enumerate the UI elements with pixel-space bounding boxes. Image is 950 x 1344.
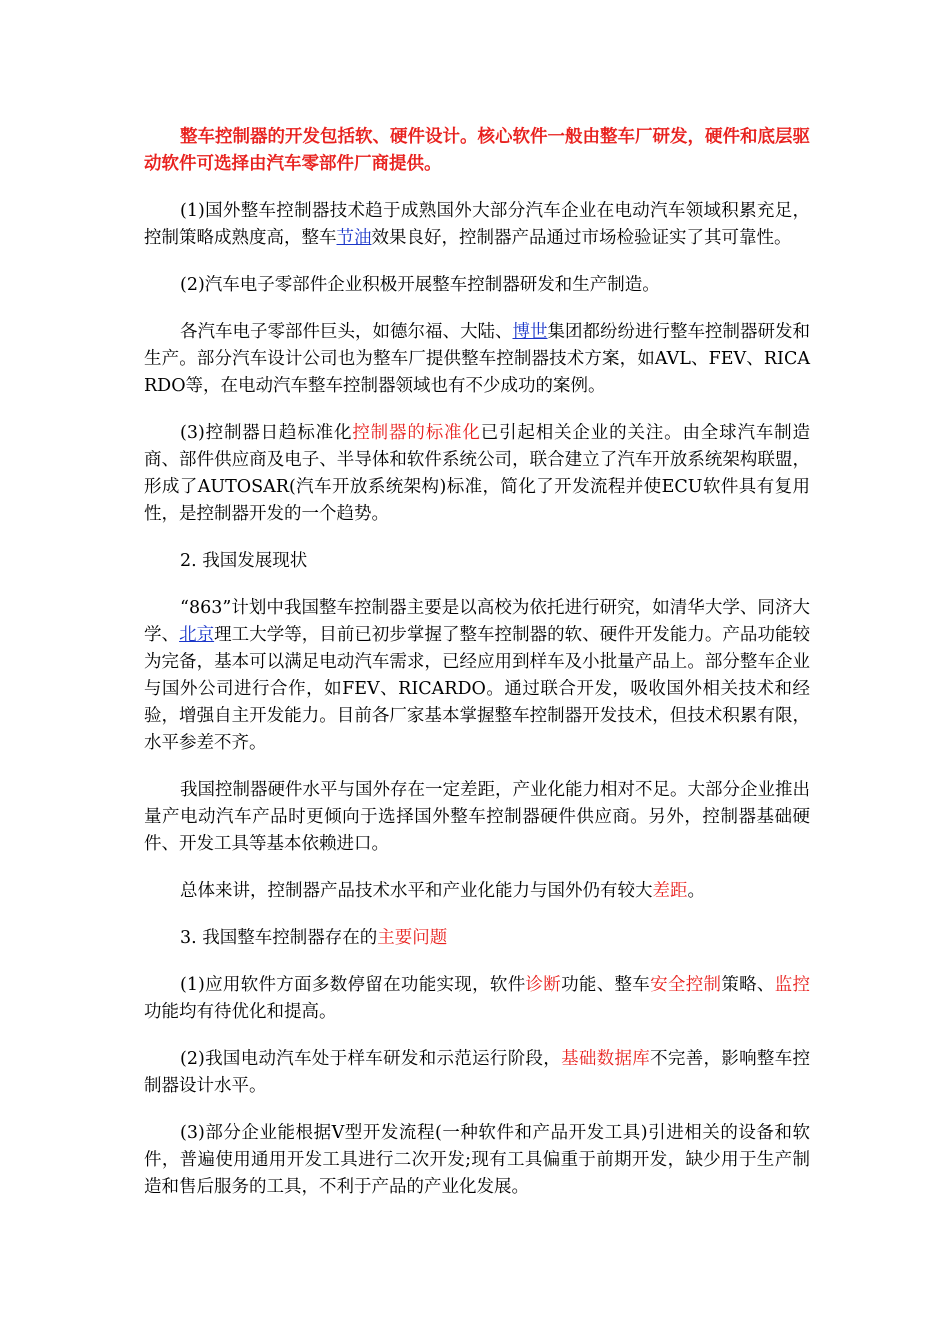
paragraph-text: 集团都纷纷进行整车控制器研发和生产。部分汽车设计公司也为整车厂提供整车控制器技术方案，如AVL、FEV、RICARDO等，在电动汽车整车控制器领域也有不少成功的案例。 xyxy=(144,322,810,396)
heading-text: 3. 我国整车控制器存在的 xyxy=(180,928,378,948)
intro-text: 整车控制器的开发包括软、硬件设计。核心软件一般由整车厂研发，硬件和底层驱动软件可选择由汽车零部件厂商提供。 xyxy=(144,127,810,174)
paragraph-text: 不完善，影响整车控制器设计水平。 xyxy=(144,1049,811,1096)
paragraph-text: (3)部分企业能根据V型开发流程(一种软件和产品开发工具)引进相关的设备和软件，普遍使用通用开发工具进行二次开发;现有工具偏重于前期开发，缺少用于生产制造和售后服务的工具，不利于产品的产业化发展。 xyxy=(144,1123,810,1197)
paragraph-text: (2)汽车电子零部件企业积极开展整车控制器研发和生产制造。 xyxy=(180,275,660,295)
paragraph-863-plan xyxy=(144,595,810,757)
paragraph-text: (1)国外整车控制器技术趋于成熟国外大部分汽车企业在电动汽车领域积累充足，控制策略成熟度高，整车 xyxy=(144,201,810,248)
section-heading-2 xyxy=(144,548,810,575)
emphasis-database: 基础数据库 xyxy=(561,1049,651,1069)
emphasis-monitoring: 监控 xyxy=(774,975,811,995)
paragraph-hardware-gap xyxy=(144,777,810,858)
emphasis-safety-control: 安全控制 xyxy=(650,975,722,995)
emphasis-diagnosis: 诊断 xyxy=(525,975,562,995)
paragraph-text: 策略、 xyxy=(721,975,775,995)
section-heading-3 xyxy=(144,925,810,952)
paragraph-software-issues xyxy=(144,972,810,1026)
paragraph-text: (3)控制器日趋标准化 xyxy=(180,423,353,443)
emphasis-main-problems: 主要问题 xyxy=(377,928,448,948)
paragraph-summary xyxy=(144,878,810,905)
paragraph-text: 我国控制器硬件水平与国外存在一定差距，产业化能力相对不足。大部分企业推出量产电动汽车产品时更倾向于选择国外整车控制器硬件供应商。另外，控制器基础硬件、开发工具等基本依赖进口。 xyxy=(144,780,810,854)
paragraph-text: 理工大学等，目前已初步掌握了整车控制器的软、硬件开发能力。产品功能较为完备，基本可以满足电动汽车需求，已经应用到样车及小批量产品上。部分整车企业与国外公司进行合作，如FEV、RICARDO。通过联合开发，吸收国外相关技术和经验，增强自主开发能力。目前各厂家基本掌握整车控制器开发技术，但技术积累有限，水平参差不齐。 xyxy=(144,625,811,753)
paragraph-text: 效果良好，控制器产品通过市场检验证实了其可靠性。 xyxy=(371,228,792,248)
emphasis-gap: 差距 xyxy=(652,881,688,901)
paragraph-text: 功能、整车 xyxy=(561,975,651,995)
paragraph-text: 。 xyxy=(687,881,705,901)
paragraph-text: 各汽车电子零部件巨头，如德尔福、大陆、 xyxy=(180,322,513,342)
link-beijing[interactable]: 北京 xyxy=(179,625,215,645)
paragraph-text: (2)我国电动汽车处于样车研发和示范运行阶段， xyxy=(180,1049,562,1069)
paragraph-standardization xyxy=(144,420,810,528)
emphasis-standardization: 控制器的标准化 xyxy=(352,423,481,443)
paragraph-suppliers xyxy=(144,272,810,299)
link-bosch[interactable]: 博世 xyxy=(512,322,548,342)
paragraph-text: “863”计划中我国整车控制器主要是以高校为依托进行研究，如清华大学、同济大学、 xyxy=(144,598,810,645)
paragraph-tooling-issues xyxy=(144,1120,810,1201)
paragraph-foreign-tech xyxy=(144,198,810,252)
heading-text: 2. 我国发展现状 xyxy=(180,551,308,571)
paragraph-text: (1)应用软件方面多数停留在功能实现，软件 xyxy=(180,975,526,995)
paragraph-supplier-giants xyxy=(144,319,810,400)
link-fuel-saving[interactable]: 节油 xyxy=(336,228,372,248)
paragraph-text: 功能均有待优化和提高。 xyxy=(144,1002,337,1022)
intro-paragraph xyxy=(144,124,810,178)
paragraph-database-issues xyxy=(144,1046,810,1100)
paragraph-text: 已引起相关企业的关注。由全球汽车制造商、部件供应商及电子、半导体和软件系统公司，联合建立了汽车开放系统架构联盟，形成了AUTOSAR(汽车开放系统架构)标准，简化了开发流程并使ECU软件具有复用性，是控制器开发的一个趋势。 xyxy=(144,423,811,524)
paragraph-text: 总体来讲，控制器产品技术水平和产业化能力与国外仍有较大 xyxy=(180,881,653,901)
